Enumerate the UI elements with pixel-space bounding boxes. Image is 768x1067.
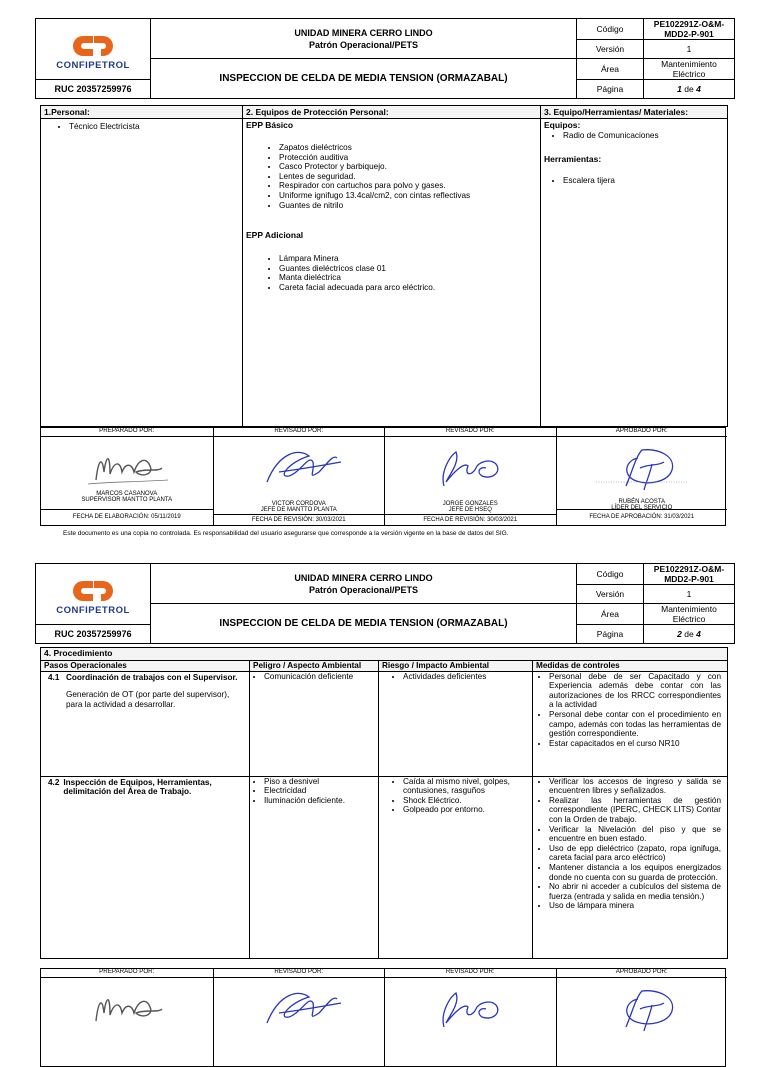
signature-role: APROBADO POR:	[557, 969, 728, 978]
signature-date: FECHA DE APROBACIÓN: 31/03/2021	[557, 509, 728, 525]
handwritten-signature	[420, 983, 520, 1033]
handwritten-signature	[76, 442, 176, 492]
signer-info: MARCOS CASANOVA SUPERVISOR MANTTO PLANTA	[81, 491, 173, 504]
org-title: UNIDAD MINERA CERRO LINDO Patrón Operacional/PETS	[151, 564, 577, 604]
col-hazard-header: Peligro / Aspecto Ambiental	[250, 660, 379, 671]
pagina-label: Página	[577, 625, 644, 644]
step-cell	[41, 776, 250, 958]
codigo-value: PE102291Z-O&M-MDD2-P-901	[644, 19, 735, 40]
col-risk-header: Riesgo / Impacto Ambiental	[379, 660, 533, 671]
col-controls-header: Medidas de controles	[533, 660, 728, 671]
list-item: • Guantes de nitrilo	[279, 201, 540, 211]
list-item: • Comunicación deficiente	[264, 672, 378, 682]
epp-basic-heading: EPP Básico	[246, 120, 294, 130]
resources-section	[40, 105, 728, 427]
epp-basic-list	[243, 143, 540, 210]
list-item: • Zapatos dieléctricos	[279, 143, 540, 153]
handwritten-signature	[592, 983, 692, 1033]
equipment-column	[541, 106, 727, 426]
ruc: RUC 20357259976	[36, 625, 151, 644]
uncontrolled-copy-note: Este documento es una copia no controlada. Es responsabilidad del usuario asegurarse que corresponde a la versión vigente en la base de datos del SIG.	[63, 530, 509, 537]
hazard-cell	[250, 671, 379, 776]
brand-name: CONFIPETROL	[56, 60, 130, 71]
area-value: Mantenimiento Eléctrico	[644, 59, 735, 80]
epp-extra-heading: EPP Adicional	[246, 230, 304, 241]
personal-list	[41, 122, 242, 132]
page-number: 2 de 4	[644, 625, 735, 644]
list-item: • Careta facial adecuada para arco eléctrico.	[279, 283, 540, 293]
signature-reviewed-1	[213, 969, 385, 1066]
version-label: Versión	[577, 40, 644, 59]
list-item: • Manta dieléctrica	[279, 273, 540, 283]
list-item: • Electricidad	[264, 786, 378, 796]
personal-column	[41, 106, 243, 426]
signature-reviewed-2	[384, 969, 556, 1066]
list-item: • Realizar las herramientas de gestión correspondiente (IPERC, CHECK LITS) Contar con la Orden de trabajo.	[549, 796, 721, 825]
table-row	[41, 776, 728, 958]
table-row	[41, 671, 728, 776]
risk-cell	[379, 671, 533, 776]
handwritten-signature	[249, 442, 349, 492]
signature-role: REVISADO POR:	[385, 969, 556, 978]
signature-date: FECHA DE REVISIÓN: 30/03/2021	[214, 514, 385, 525]
signature-reviewed-2	[384, 428, 556, 525]
document-header	[35, 18, 735, 99]
hazard-cell	[250, 776, 379, 958]
handwritten-signature	[76, 983, 176, 1033]
version-value: 1	[644, 40, 735, 59]
signature-role: PREPARADO POR:	[41, 428, 213, 437]
signature-approved	[556, 428, 728, 525]
list-item: • Estar capacitados en el curso NR10	[549, 739, 721, 749]
area-value: Mantenimiento Eléctrico	[644, 604, 735, 625]
list-item: • No abrir ni acceder a cubículos del sistema de fuerza (entrada y salida en media tensión.)	[549, 882, 721, 901]
list-item: • Guantes dieléctricos clase 01	[279, 264, 540, 274]
list-item: • Respirador con cartuchos para polvo y gases.	[279, 181, 540, 191]
signature-prepared	[41, 969, 213, 1066]
list-item: • Iluminación deficiente.	[264, 796, 378, 806]
signature-date: FECHA DE REVISIÓN: 30/03/2021	[385, 514, 556, 525]
signature-role: REVISADO POR:	[385, 428, 556, 437]
procedure-table	[40, 647, 728, 959]
list-item: • Personal debe de ser Capacitado y con Experiencia además debe contar con las autorizaciones de los RRCC correspondientes a la actividad	[549, 672, 721, 710]
controls-cell	[533, 776, 728, 958]
procedure-title: 4. Procedimiento	[41, 648, 728, 661]
epp-column	[243, 106, 541, 426]
doc-title: INSPECCION DE CELDA DE MEDIA TENSION (ORMAZABAL)	[151, 604, 577, 644]
signature-block	[40, 968, 726, 1067]
list-item: • Uniforme ignifugo 13.4cal/cm2, con cintas reflectivas	[279, 191, 540, 201]
signer-info: RUBÉN ACOSTA LÍDER DEL SERVICIO	[611, 499, 673, 512]
handwritten-signature	[592, 442, 692, 492]
confipetrol-logo	[71, 34, 115, 58]
list-item: • Piso a desnivel	[264, 777, 378, 787]
list-item: • Lentes de seguridad.	[279, 172, 540, 182]
version-value: 1	[644, 585, 735, 604]
tools-list	[541, 176, 727, 186]
handwritten-signature	[420, 442, 520, 492]
step-number: 4.1	[48, 672, 60, 682]
page-2	[0, 560, 768, 1024]
org-title: UNIDAD MINERA CERRO LINDO Patrón Operacional/PETS	[151, 19, 577, 59]
epp-extra-list	[243, 254, 540, 292]
logo-cell	[36, 564, 151, 625]
signature-date: FECHA DE ELABORACIÓN: 05/11/2019	[41, 509, 213, 525]
codigo-label: Código	[577, 19, 644, 40]
brand-name: CONFIPETROL	[56, 605, 130, 616]
area-label: Área	[577, 59, 644, 80]
list-item: • Golpeado por entorno.	[403, 805, 532, 815]
signer-info: JORGE GONZALES JEFE DE HSEQ	[442, 501, 498, 514]
list-item: • Verificar la Nivelación del piso y que se encuentre en buen estado.	[549, 825, 721, 844]
list-item: • Uso de epp dieléctrico (zapato, ropa ignifuga, careta facial para arco eléctrico)	[549, 844, 721, 863]
codigo-value: PE102291Z-O&M-MDD2-P-901	[644, 564, 735, 585]
step-cell	[41, 671, 250, 776]
step-title: Inspección de Equipos, Herramientas, delimitación del Área de Trabajo.	[63, 777, 212, 797]
signer-info: VICTOR CORDOVA JEFE DE MANTTO PLANTA	[260, 501, 337, 514]
personal-heading: 1.Personal:	[41, 106, 242, 119]
step-title: Coordinación de trabajos con el Supervisor.	[66, 672, 238, 682]
ruc: RUC 20357259976	[36, 80, 151, 99]
list-item: • Personal debe contar con el procedimiento en campo, además con todas las herramientas de gestión correspondiente.	[549, 710, 721, 739]
list-item: • Verificar los accesos de ingreso y salida se encuentren libres y señalizados.	[549, 777, 721, 796]
list-item: • Shock Eléctrico.	[403, 796, 532, 806]
list-item: • Actividades deficientes	[403, 672, 532, 682]
version-label: Versión	[577, 585, 644, 604]
signature-role: REVISADO POR:	[214, 969, 385, 978]
list-item: • Protección auditiva	[279, 153, 540, 163]
list-item: • Técnico Electricista	[69, 122, 242, 132]
equipment-heading: 3. Equipo/Herramientas/ Materiales:	[541, 106, 727, 119]
step-number: 4.2	[48, 777, 60, 787]
area-label: Área	[577, 604, 644, 625]
risk-cell	[379, 776, 533, 958]
signature-role: APROBADO POR:	[557, 428, 728, 437]
equipos-list	[541, 131, 727, 141]
signature-role: PREPARADO POR:	[41, 969, 213, 978]
handwritten-signature	[249, 983, 349, 1033]
signature-approved	[556, 969, 728, 1066]
logo-cell	[36, 19, 151, 80]
list-item: • Caída al mismo nivel, golpes, contusiones, rasguños	[403, 777, 532, 796]
signature-prepared	[41, 428, 213, 525]
pagina-label: Página	[577, 80, 644, 99]
list-item: • Lámpara Minera	[279, 254, 540, 264]
list-item: • Mantener distancia a los equipos energizados donde no cuenta con su guarda de protección.	[549, 863, 721, 882]
signature-reviewed-1	[213, 428, 385, 525]
codigo-label: Código	[577, 564, 644, 585]
epp-heading: 2. Equipos de Protección Personal:	[243, 106, 540, 119]
signature-block	[40, 427, 726, 526]
list-item: • Uso de lámpara minera	[549, 901, 721, 911]
step-description: Generación de OT (por parte del supervisor), para la actividad a desarrollar.	[66, 690, 230, 709]
confipetrol-logo	[71, 579, 115, 603]
list-item: • Radio de Comunicaciones	[563, 131, 727, 141]
list-item: • Casco Protector y barbiquejo.	[279, 162, 540, 172]
equipos-heading: Equipos:	[544, 120, 581, 130]
controls-cell	[533, 671, 728, 776]
signature-role: REVISADO POR:	[214, 428, 385, 437]
col-steps-header: Pasos Operacionales	[41, 660, 250, 671]
doc-title: INSPECCION DE CELDA DE MEDIA TENSION (ORMAZABAL)	[151, 59, 577, 99]
document-header	[35, 563, 735, 644]
list-item: • Escalera tijera	[563, 176, 727, 186]
page-number: 1 de 4	[644, 80, 735, 99]
tools-heading: Herramientas:	[544, 153, 602, 164]
